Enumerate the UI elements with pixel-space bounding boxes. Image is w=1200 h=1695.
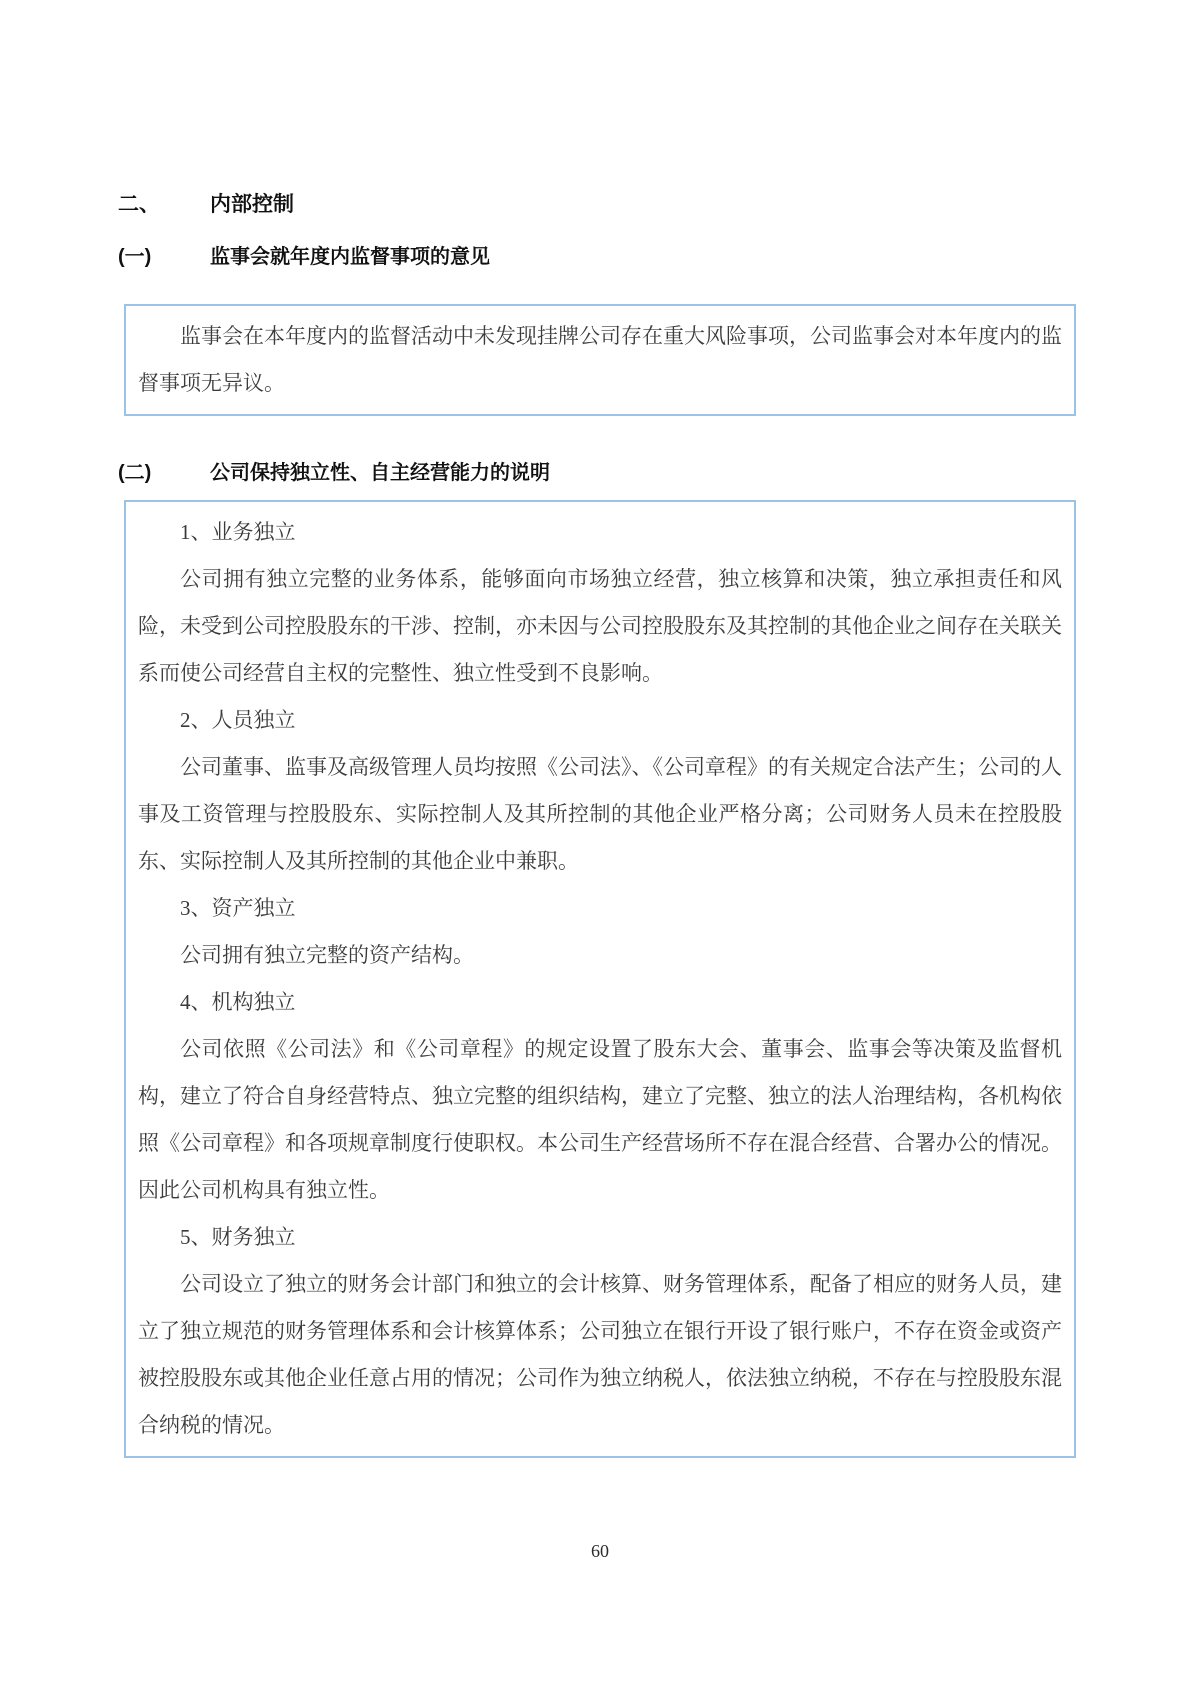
paragraph-supervisory-opinion: 监事会在本年度内的监督活动中未发现挂牌公司存在重大风险事项，公司监事会对本年度内的监督事项无异议。	[138, 324, 1062, 395]
section-number: 二、	[118, 193, 160, 216]
page-number: 60	[591, 1541, 609, 1561]
paragraph-personnel-independence: 公司董事、监事及高级管理人员均按照《公司法》、《公司章程》的有关规定合法产生；公司的人事及工资管理与控股股东、实际控制人及其所控制的其他企业严格分离；公司财务人员未在控股股东、实际控制人及其所控制的其他企业中兼职。	[138, 755, 1062, 873]
section-title: 内部控制	[210, 193, 294, 216]
subsection-heading-supervisory-opinion	[118, 242, 1076, 272]
paragraph-financial-independence: 公司设立了独立的财务会计部门和独立的会计核算、财务管理体系，配备了相应的财务人员，建立了独立规范的财务管理体系和会计核算体系；公司独立在银行开设了银行账户，不存在资金或资产被控股股东或其他企业任意占用的情况；公司作为独立纳税人，依法独立纳税，不存在与控股股东混合纳税的情况。	[138, 1272, 1062, 1437]
supervisory-opinion-box	[124, 304, 1076, 416]
subsection-number: (二)	[118, 462, 152, 484]
section-heading-internal-control	[118, 190, 1076, 220]
paragraph-organization-independence: 公司依照《公司法》和《公司章程》的规定设置了股东大会、董事会、监事会等决策及监督机构，建立了符合自身经营特点、独立完整的组织结构，建立了完整、独立的法人治理结构，各机构依照《公司章程》和各项规章制度行使职权。本公司生产经营场所不存在混合经营、合署办公的情况。因此公司机构具有独立性。	[138, 1037, 1062, 1202]
subsection-title: 公司保持独立性、自主经营能力的说明	[210, 462, 550, 484]
item-heading-business-independence: 1、业务独立	[180, 520, 296, 544]
paragraph-asset-independence: 公司拥有独立完整的资产结构。	[180, 943, 474, 967]
item-heading-asset-independence: 3、资产独立	[180, 896, 296, 920]
independence-statement-box	[124, 500, 1076, 1458]
subsection-heading-independence-statement	[118, 458, 1076, 488]
paragraph-business-independence: 公司拥有独立完整的业务体系，能够面向市场独立经营，独立核算和决策，独立承担责任和风险，未受到公司控股股东的干涉、控制，亦未因与公司控股股东及其控制的其他企业之间存在关联关系而使公司经营自主权的完整性、独立性受到不良影响。	[138, 567, 1062, 685]
item-heading-financial-independence: 5、财务独立	[180, 1225, 296, 1249]
item-heading-personnel-independence: 2、人员独立	[180, 708, 296, 732]
subsection-number: (一)	[118, 246, 152, 268]
item-heading-organization-independence: 4、机构独立	[180, 990, 296, 1014]
subsection-title: 监事会就年度内监督事项的意见	[210, 246, 490, 268]
